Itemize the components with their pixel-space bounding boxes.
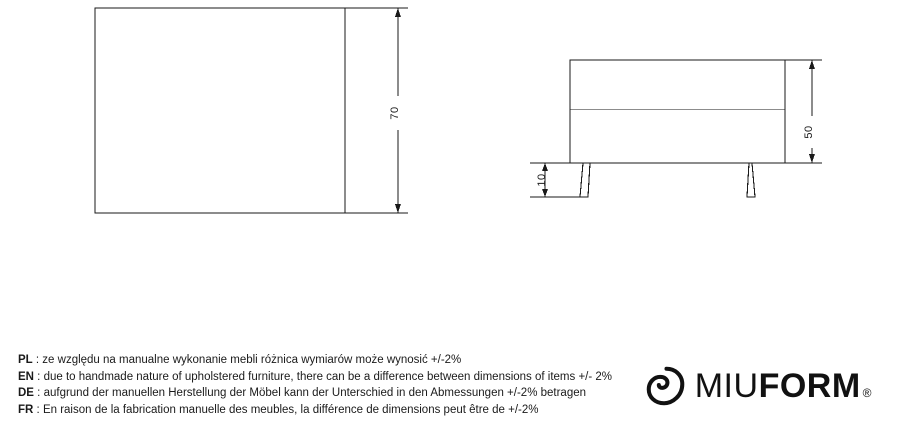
note-line-en: EN : due to handmade nature of upholstered furniture, there can be a difference between dimensions of items +/- 2%	[18, 370, 613, 383]
brand-name-part1: MIU	[694, 366, 759, 405]
note-text-fr: En raison de la fabrication manuelle des meubles, la différence de dimensions peut être de +/-2%	[42, 403, 539, 416]
brand-logo	[643, 358, 872, 414]
disclaimer-notes	[18, 352, 638, 418]
note-lang-en: EN	[18, 370, 34, 383]
note-lang-de: DE	[18, 387, 34, 399]
brand-registered-mark: ®	[862, 385, 872, 400]
side-view-leg-right	[747, 163, 755, 197]
dimension-label-10: 10	[536, 173, 548, 187]
side-view-arrow-10-up	[542, 163, 548, 171]
note-text-de: aufgrund der manuellen Herstellung der Möbel kann der Unterschied in den Abmessungen +/-2% betragen	[43, 387, 587, 399]
brand-wordmark	[695, 367, 872, 406]
side-view-cushion	[570, 60, 785, 110]
note-lang-pl: PL	[18, 354, 33, 366]
side-view-arrow-50-down	[809, 154, 815, 163]
dimension-label-50: 50	[803, 125, 815, 139]
note-text-pl: ze względu na manualne wykonanie mebli różnica wymiarów może wynosić +/-2%	[42, 354, 462, 366]
dimension-label-70: 70	[389, 106, 401, 120]
top-view-arrow-up	[395, 8, 401, 17]
heart-shape-icon	[643, 363, 689, 409]
note-line-pl: PL : ze względu na manualne wykonanie mebli różnica wymiarów może wynosić +/-2%	[18, 354, 462, 366]
note-line-de: DE : aufgrund der manuellen Herstellung der Möbel kann der Unterschied in den Abmessungen +/-2% betragen	[18, 387, 587, 399]
brand-name-part2: FORM	[758, 366, 861, 405]
side-view-leg-left	[580, 163, 590, 197]
side-view-arrow-50-up	[809, 60, 815, 69]
top-view-arrow-down	[395, 204, 401, 213]
note-lang-fr: FR	[18, 403, 34, 416]
side-view-body	[570, 110, 785, 163]
side-view-arrow-10-down	[542, 189, 548, 197]
top-view-outline	[95, 8, 345, 213]
note-text-en: due to handmade nature of upholstered furniture, there can be a difference between dimensions of items +/- 2%	[43, 370, 613, 383]
note-line-fr: FR : En raison de la fabrication manuelle des meubles, la différence de dimensions peut être de +/-2%	[18, 403, 539, 416]
